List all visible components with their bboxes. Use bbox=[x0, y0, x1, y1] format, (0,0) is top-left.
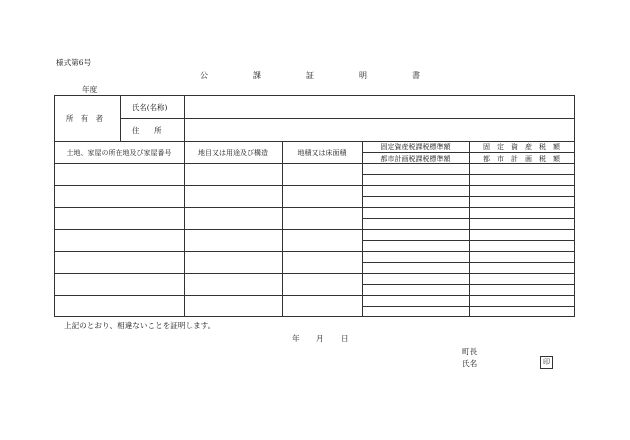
subrow-divider-7 bbox=[362, 306, 575, 307]
title-char-3: 証 bbox=[306, 71, 314, 80]
subrow-divider-4 bbox=[362, 240, 575, 241]
title-char-1: 公 bbox=[200, 71, 208, 80]
header-tax-bottom: 都 市 計 画 税 額 bbox=[483, 155, 560, 163]
border-top bbox=[54, 95, 575, 96]
date-month: 月 bbox=[316, 334, 324, 343]
border-left bbox=[54, 95, 55, 317]
title-char-2: 課 bbox=[253, 71, 261, 80]
subrow-divider-6 bbox=[362, 284, 575, 285]
mayor-label: 町長 bbox=[462, 347, 478, 356]
header-assessment-top: 固定資産税課税標準額 bbox=[380, 143, 451, 151]
row-divider-4 bbox=[54, 251, 575, 252]
header-location: 土地、家屋の所在地及び家屋番号 bbox=[66, 149, 172, 157]
header-category: 地目又は用途及び構造 bbox=[198, 149, 268, 157]
header-assessment-bottom: 都市計画税課税標準額 bbox=[380, 155, 451, 163]
date-day: 日 bbox=[341, 334, 349, 343]
owner-row-divider bbox=[120, 118, 575, 119]
row-divider-3 bbox=[54, 229, 575, 230]
header-tax-top: 固 定 資 産 税 額 bbox=[483, 143, 560, 151]
owner-name-label: 氏名(名称) bbox=[132, 103, 168, 112]
subrow-divider-5 bbox=[362, 262, 575, 263]
row-divider-5 bbox=[54, 273, 575, 274]
row-divider-2 bbox=[54, 207, 575, 208]
certify-text: 上記のとおり、相違ないことを証明します。 bbox=[64, 321, 216, 330]
row-divider-1 bbox=[54, 185, 575, 186]
date-year: 年 bbox=[292, 334, 300, 343]
owner-label: 所 有 者 bbox=[66, 114, 103, 123]
row-divider-6 bbox=[54, 295, 575, 296]
title-char-4: 明 bbox=[359, 71, 367, 80]
seal-mark: 印 bbox=[540, 356, 553, 369]
header-area: 地積又は床面積 bbox=[297, 149, 347, 157]
fiscal-year-label: 年度 bbox=[82, 85, 98, 94]
owner-address-label: 住 所 bbox=[132, 126, 162, 135]
title-char-5: 書 bbox=[412, 71, 420, 80]
border-bottom bbox=[54, 316, 575, 317]
form-number: 様式第6号 bbox=[56, 58, 92, 67]
subrow-divider-1 bbox=[362, 174, 575, 175]
subrow-divider-3 bbox=[362, 218, 575, 219]
subrow-divider-2 bbox=[362, 196, 575, 197]
document-title bbox=[200, 70, 420, 81]
signer-name-label: 氏名 bbox=[462, 359, 478, 368]
